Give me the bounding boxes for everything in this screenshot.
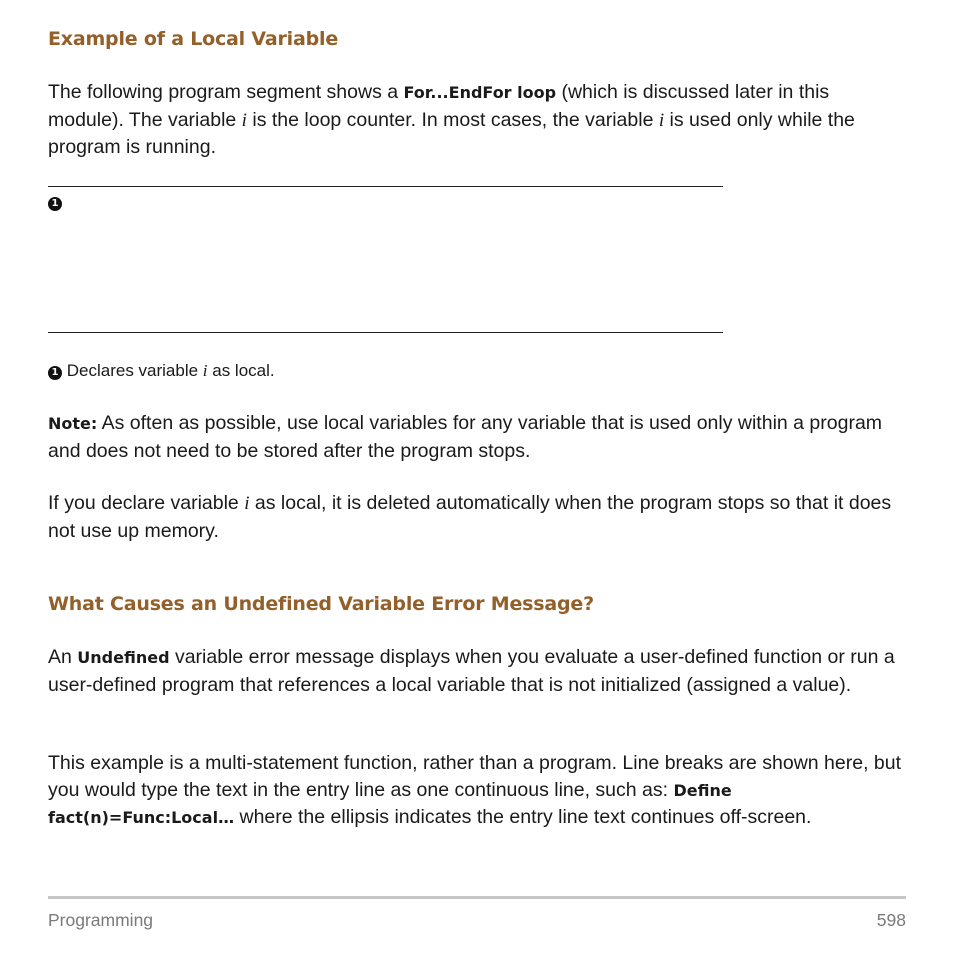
keyword-define-fact: Define fact(n)=Func:Local…: [48, 780, 732, 827]
footer-divider: [48, 896, 906, 899]
undefined-text-2: variable error message displays when you evaluate a user-defined function or run a user-defined program that references a local variable that is not initialized (assigned a value).: [48, 646, 895, 696]
declare-text-1: If you declare variable: [48, 492, 245, 514]
variable-i: i: [658, 109, 665, 131]
variable-i: i: [244, 493, 250, 514]
keyword-undefined: Undefined: [77, 648, 170, 667]
footnote-text-2: as local.: [207, 361, 275, 380]
undefined-text-1: An: [48, 646, 78, 668]
note-text: As often as possible, use local variables for any variable that is used only within a program and does not need to be stored after the program stops.: [48, 412, 883, 462]
note-label: Note:: [48, 414, 98, 433]
keyword-for-endfor: For...EndFor loop: [403, 83, 557, 102]
section-heading-local-variable: Example of a Local Variable: [48, 28, 338, 50]
variable-i: i: [202, 361, 208, 380]
code-block-bottom-rule: [48, 332, 723, 333]
callout-footnote: [48, 360, 908, 382]
declare-paragraph: [48, 490, 908, 544]
section-heading-undefined-error: What Causes an Undefined Variable Error Message?: [48, 593, 594, 615]
intro-text-2: (which is discussed later in this module). The variable: [48, 81, 830, 131]
note-paragraph: [48, 410, 908, 464]
intro-text-4: is used only while the program is running.: [48, 108, 855, 158]
declare-text-2: as local, it is deleted automatically when the program stops so that it does not use up memory.: [48, 492, 892, 542]
intro-text-1: The following program segment shows a: [48, 81, 404, 103]
example-text-2: where the ellipsis indicates the entry line text continues off-screen.: [234, 806, 812, 828]
callout-number-icon: 1: [48, 197, 62, 211]
footer-page-number: 598: [876, 910, 906, 930]
intro-paragraph: [48, 79, 908, 161]
footnote-text-1: Declares variable: [66, 361, 203, 380]
footer-section-name: Programming: [48, 910, 154, 930]
variable-i: i: [241, 109, 247, 131]
example-paragraph: [48, 750, 908, 832]
code-callout-marker: [48, 194, 62, 212]
callout-number-icon: 1: [48, 366, 62, 380]
undefined-paragraph: [48, 644, 908, 698]
code-block-top-rule: [48, 186, 723, 187]
example-text-1: This example is a multi-statement function, rather than a program. Line breaks are shown here, but you would type the text in the entry line as one continuous line, such as:: [48, 752, 902, 801]
intro-text-3: is the loop counter. In most cases, the variable: [246, 108, 659, 131]
